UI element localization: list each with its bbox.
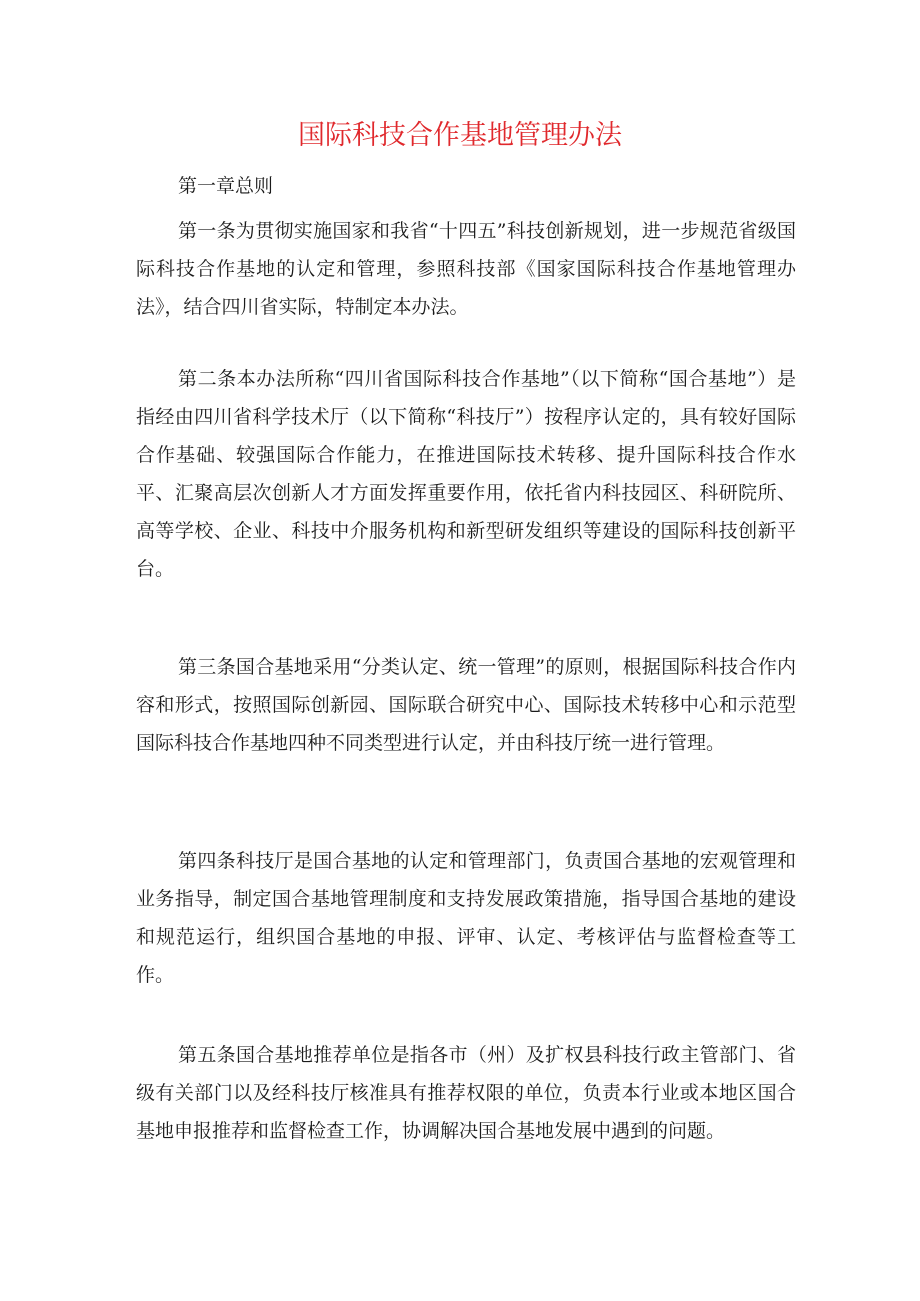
article-paragraph: 第三条国合基地采用“分类认定、统一管理”的原则，根据国际科技合作内容和形式，按照国际创新园、国际联合研究中心、国际技术转移中心和示范型国际科技合作基地四种不同类型进行认定，并由科技厅统一进行管理。 bbox=[136, 656, 796, 754]
article-paragraph: 第四条科技厅是国合基地的认定和管理部门，负责国合基地的宏观管理和业务指导，制定国合基地管理制度和支持发展政策措施，指导国合基地的建设和规范运行，组织国合基地的申报、评审、认定、考核评估与监督检查等工作。 bbox=[136, 850, 796, 986]
document-title: 国际科技合作基地管理办法 bbox=[298, 120, 622, 151]
article-paragraph: 第五条国合基地推荐单位是指各市（州）及扩权县科技行政主管部门、省级有关部门以及经科技厅核准具有推荐权限的单位，负责本行业或本地区国合基地申报推荐和监督检查工作，协调解决国合基地发展中遇到的问题。 bbox=[136, 1044, 796, 1142]
article-paragraph: 第二条本办法所称“四川省国际科技合作基地”（以下简称“国合基地”）是指经由四川省科学技术厅（以下简称“科技厅”）按程序认定的，具有较好国际合作基础、较强国际合作能力，在推进国际技术转移、提升国际科技合作水平、汇聚高层次创新人才方面发挥重要作用，依托省内科技园区、科研院所、高等学校、企业、科技中介服务机构和新型研发组织等建设的国际科技创新平台。 bbox=[136, 368, 796, 580]
chapter-heading: 第一章总则 bbox=[178, 175, 274, 197]
article-paragraph: 第一条为贯彻实施国家和我省“十四五”科技创新规划，进一步规范省级国际科技合作基地的认定和管理，参照科技部《国家国际科技合作基地管理办法》，结合四川省实际，特制定本办法。 bbox=[136, 220, 796, 318]
